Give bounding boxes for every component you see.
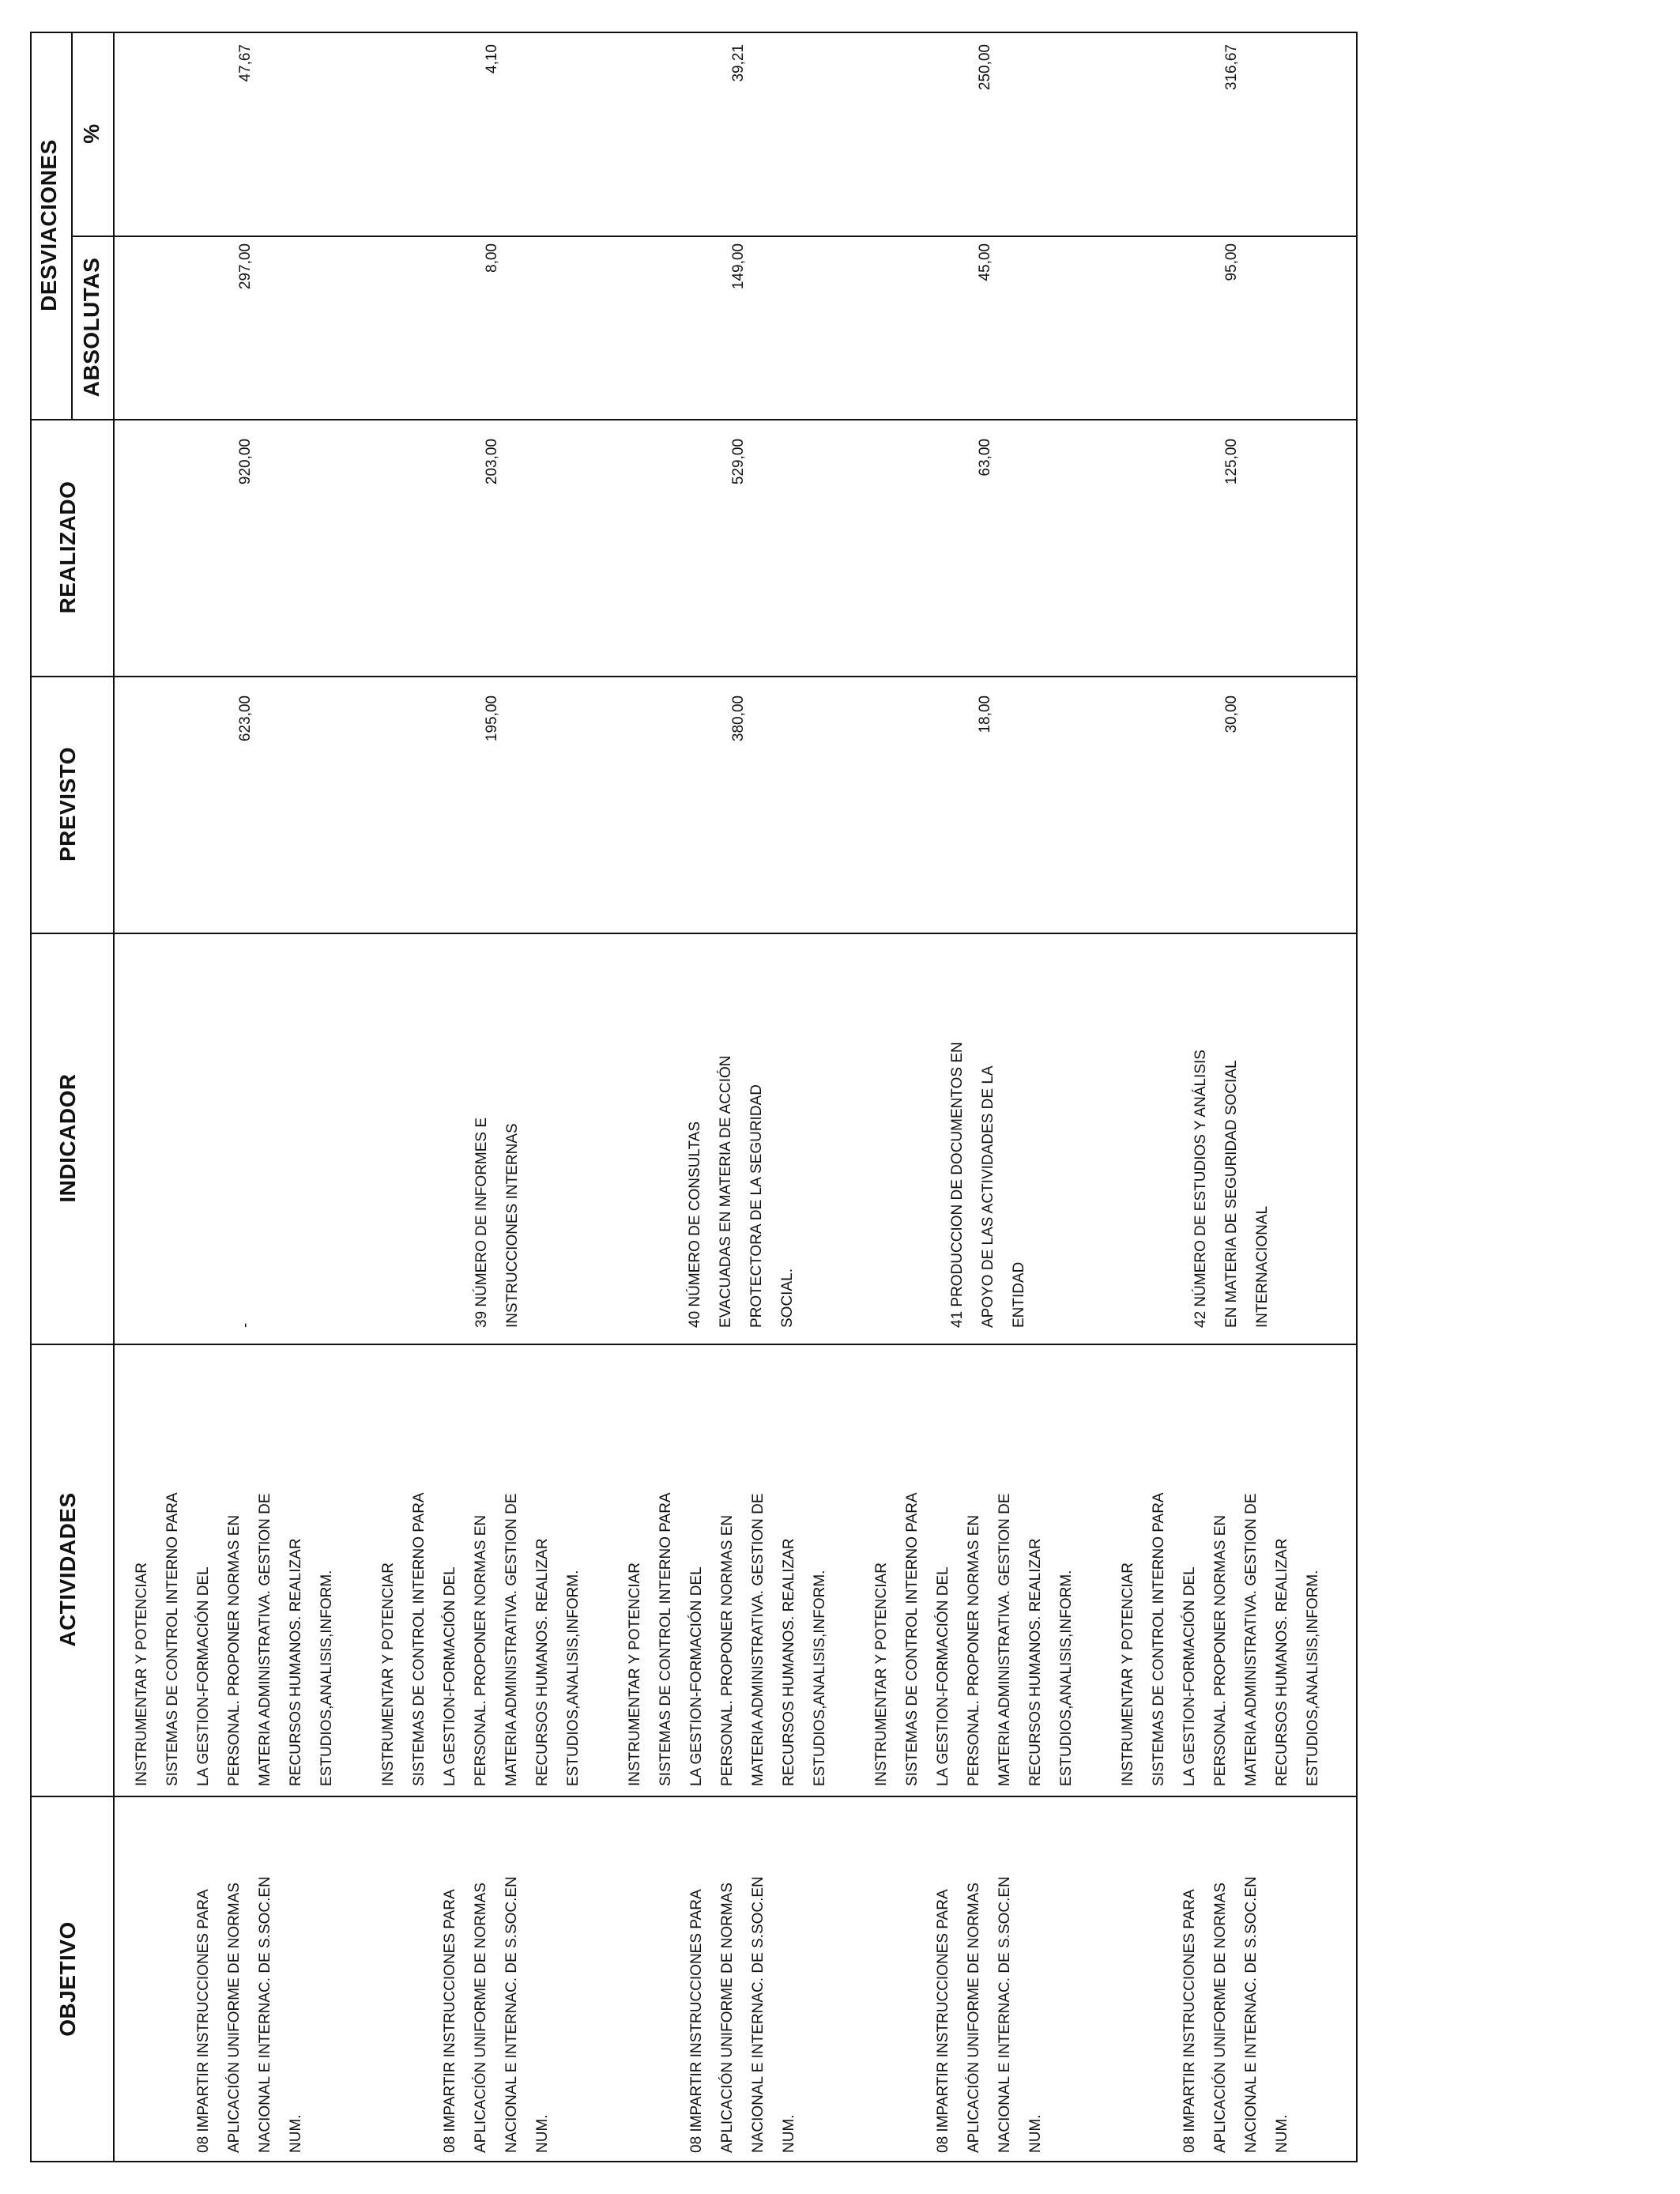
- line: ESTUDIOS,ANALISIS,INFORM.: [1305, 1570, 1321, 1786]
- row2-absolutas: 8,00: [484, 243, 500, 273]
- row2-indicador: [466, 1118, 528, 1328]
- col-divider-absolutas-pct: [71, 236, 1358, 237]
- row3-actividades: [620, 1492, 835, 1786]
- header-divider: [113, 32, 115, 2162]
- row2-realizado: 203,00: [484, 439, 500, 485]
- row2-previsto: 195,00: [484, 696, 500, 742]
- row3-previsto: 380,00: [730, 696, 747, 742]
- row5-pct: 316,67: [1223, 44, 1240, 91]
- line: 08 IMPARTIR INSTRUCCIONES PARA: [1181, 1889, 1198, 2153]
- row1-objetivo: [188, 1876, 311, 2153]
- line: INSTRUMENTAR Y POTENCIAR: [134, 1563, 150, 1786]
- line: INSTRUMENTAR Y POTENCIAR: [627, 1563, 643, 1786]
- line: SISTEMAS DE CONTROL INTERNO PARA: [904, 1492, 921, 1786]
- row3-objetivo: [681, 1876, 804, 2153]
- line: PERSONAL. PROPONER NORMAS EN: [966, 1514, 982, 1786]
- line: APLICACIÓN UNIFORME DE NORMAS: [226, 1882, 243, 2153]
- row4-pct: 250,00: [977, 44, 993, 91]
- header-objetivo: OBJETIVO: [55, 1921, 80, 2037]
- row4-actividades: [866, 1492, 1082, 1786]
- line: 08 IMPARTIR INSTRUCCIONES PARA: [688, 1889, 705, 2153]
- line: 08 IMPARTIR INSTRUCCIONES PARA: [935, 1889, 951, 2153]
- line: EN MATERIA DE SEGURIDAD SOCIAL: [1223, 1060, 1240, 1328]
- header-previsto: PREVISTO: [55, 746, 80, 862]
- line: RECURSOS HUMANOS. REALIZAR: [781, 1538, 797, 1786]
- col-divider-objetivo-actividades: [30, 1796, 1358, 1797]
- row4-previsto: 18,00: [977, 696, 993, 733]
- line: NUM.: [1027, 2114, 1044, 2153]
- row2-pct: 4,10: [484, 44, 500, 74]
- line: LA GESTION-FORMACIÓN DEL: [688, 1566, 705, 1786]
- line: RECURSOS HUMANOS. REALIZAR: [1274, 1538, 1290, 1786]
- line: SISTEMAS DE CONTROL INTERNO PARA: [1151, 1492, 1167, 1786]
- row5-previsto: 30,00: [1223, 696, 1240, 733]
- row2-actividades: [373, 1492, 589, 1786]
- header-pct: %: [79, 123, 104, 144]
- line: MATERIA ADMINISTRATIVA. GESTION DE: [503, 1493, 520, 1786]
- line: LA GESTION-FORMACIÓN DEL: [935, 1566, 951, 1786]
- line: NUM.: [781, 2114, 797, 2153]
- line: NACIONAL E INTERNAC. DE S.SOC.EN: [996, 1876, 1013, 2153]
- line: PERSONAL. PROPONER NORMAS EN: [1212, 1514, 1229, 1786]
- line: APLICACIÓN UNIFORME DE NORMAS: [1212, 1882, 1229, 2153]
- line: INSTRUCCIONES INTERNAS: [504, 1123, 521, 1328]
- line: INSTRUMENTAR Y POTENCIAR: [873, 1563, 890, 1786]
- line: PERSONAL. PROPONER NORMAS EN: [473, 1514, 489, 1786]
- row1-actividades: [126, 1492, 342, 1786]
- line: PERSONAL. PROPONER NORMAS EN: [719, 1514, 736, 1786]
- line: APLICACIÓN UNIFORME DE NORMAS: [473, 1882, 489, 2153]
- line: APLICACIÓN UNIFORME DE NORMAS: [719, 1882, 736, 2153]
- row1-pct: 47,67: [237, 44, 254, 82]
- line: LA GESTION-FORMACIÓN DEL: [1181, 1566, 1198, 1786]
- line: APLICACIÓN UNIFORME DE NORMAS: [966, 1882, 982, 2153]
- row3-realizado: 529,00: [730, 439, 747, 485]
- line: NUM.: [288, 2114, 304, 2153]
- line: RECURSOS HUMANOS. REALIZAR: [534, 1538, 551, 1786]
- row3-pct: 39,21: [730, 44, 747, 82]
- line: LA GESTION-FORMACIÓN DEL: [195, 1566, 212, 1786]
- header-desviaciones: DESVIACIONES: [36, 139, 61, 311]
- line: SISTEMAS DE CONTROL INTERNO PARA: [164, 1492, 181, 1786]
- row1-previsto: 623,00: [237, 696, 254, 742]
- line: RECURSOS HUMANOS. REALIZAR: [288, 1538, 304, 1786]
- line: ESTUDIOS,ANALISIS,INFORM.: [1058, 1570, 1075, 1786]
- header-indicador: INDICADOR: [55, 1073, 80, 1203]
- desviaciones-subheader-divider: [71, 32, 73, 419]
- header-actividades: ACTIVIDADES: [55, 1492, 80, 1647]
- row1-absolutas: 297,00: [237, 243, 254, 290]
- line: SOCIAL.: [779, 1269, 796, 1328]
- row5-indicador: [1185, 1050, 1278, 1328]
- line: ESTUDIOS,ANALISIS,INFORM.: [565, 1570, 582, 1786]
- line: ESTUDIOS,ANALISIS,INFORM.: [812, 1570, 828, 1786]
- line: ESTUDIOS,ANALISIS,INFORM.: [318, 1570, 335, 1786]
- row5-actividades: [1113, 1492, 1328, 1786]
- row3-indicador: [680, 1055, 803, 1328]
- line: NUM.: [1274, 2114, 1290, 2153]
- line: PROTECTORA DE LA SEGURIDAD: [748, 1084, 765, 1328]
- col-divider-indicador-previsto: [30, 933, 1358, 934]
- line: 40 NÚMERO DE CONSULTAS: [687, 1121, 703, 1328]
- row4-realizado: 63,00: [977, 439, 993, 477]
- row4-objetivo: [928, 1876, 1051, 2153]
- row5-objetivo: [1174, 1876, 1298, 2153]
- line: NACIONAL E INTERNAC. DE S.SOC.EN: [503, 1876, 520, 2153]
- line: MATERIA ADMINISTRATIVA. GESTION DE: [996, 1493, 1013, 1786]
- line: NACIONAL E INTERNAC. DE S.SOC.EN: [1243, 1876, 1260, 2153]
- row1-realizado: 920,00: [237, 439, 254, 485]
- line: ENTIDAD: [1011, 1261, 1027, 1328]
- line: 39 NÚMERO DE INFORMES E: [473, 1117, 490, 1328]
- line: INSTRUMENTAR Y POTENCIAR: [380, 1563, 397, 1786]
- line: PERSONAL. PROPONER NORMAS EN: [226, 1514, 243, 1786]
- line: EVACUADAS EN MATERIA DE ACCIÓN: [718, 1055, 734, 1328]
- line: 41 PRODUCCION DE DOCUMENTOS EN: [949, 1042, 966, 1328]
- line: NACIONAL E INTERNAC. DE S.SOC.EN: [257, 1876, 273, 2153]
- row2-objetivo: [435, 1876, 558, 2153]
- col-divider-previsto-realizado: [30, 676, 1358, 677]
- line: MATERIA ADMINISTRATIVA. GESTION DE: [750, 1493, 767, 1786]
- header-realizado: REALIZADO: [55, 481, 80, 614]
- row5-realizado: 125,00: [1223, 439, 1240, 485]
- line: MATERIA ADMINISTRATIVA. GESTION DE: [1243, 1493, 1260, 1786]
- line: INTERNACIONAL: [1254, 1205, 1271, 1328]
- row4-absolutas: 45,00: [977, 243, 993, 281]
- line: MATERIA ADMINISTRATIVA. GESTION DE: [257, 1493, 273, 1786]
- line: INSTRUMENTAR Y POTENCIAR: [1120, 1563, 1136, 1786]
- line: 08 IMPARTIR INSTRUCCIONES PARA: [195, 1889, 212, 2153]
- line: RECURSOS HUMANOS. REALIZAR: [1027, 1538, 1044, 1786]
- line: NUM.: [534, 2114, 551, 2153]
- line: SISTEMAS DE CONTROL INTERNO PARA: [657, 1492, 674, 1786]
- line: SISTEMAS DE CONTROL INTERNO PARA: [411, 1492, 428, 1786]
- row4-indicador: [942, 1042, 1034, 1328]
- row3-absolutas: 149,00: [730, 243, 747, 290]
- line: APOYO DE LAS ACTIVIDADES DE LA: [980, 1065, 996, 1328]
- line: NACIONAL E INTERNAC. DE S.SOC.EN: [750, 1876, 767, 2153]
- row1-indicador: -: [237, 1322, 254, 1328]
- line: 42 NÚMERO DE ESTUDIOS Y ANÁLISIS: [1192, 1050, 1209, 1328]
- header-absolutas: ABSOLUTAS: [79, 257, 104, 398]
- col-divider-realizado-desviaciones: [30, 419, 1358, 420]
- row5-absolutas: 95,00: [1223, 243, 1240, 281]
- col-divider-actividades-indicador: [30, 1344, 1358, 1345]
- line: LA GESTION-FORMACIÓN DEL: [442, 1566, 458, 1786]
- line: 08 IMPARTIR INSTRUCCIONES PARA: [442, 1889, 458, 2153]
